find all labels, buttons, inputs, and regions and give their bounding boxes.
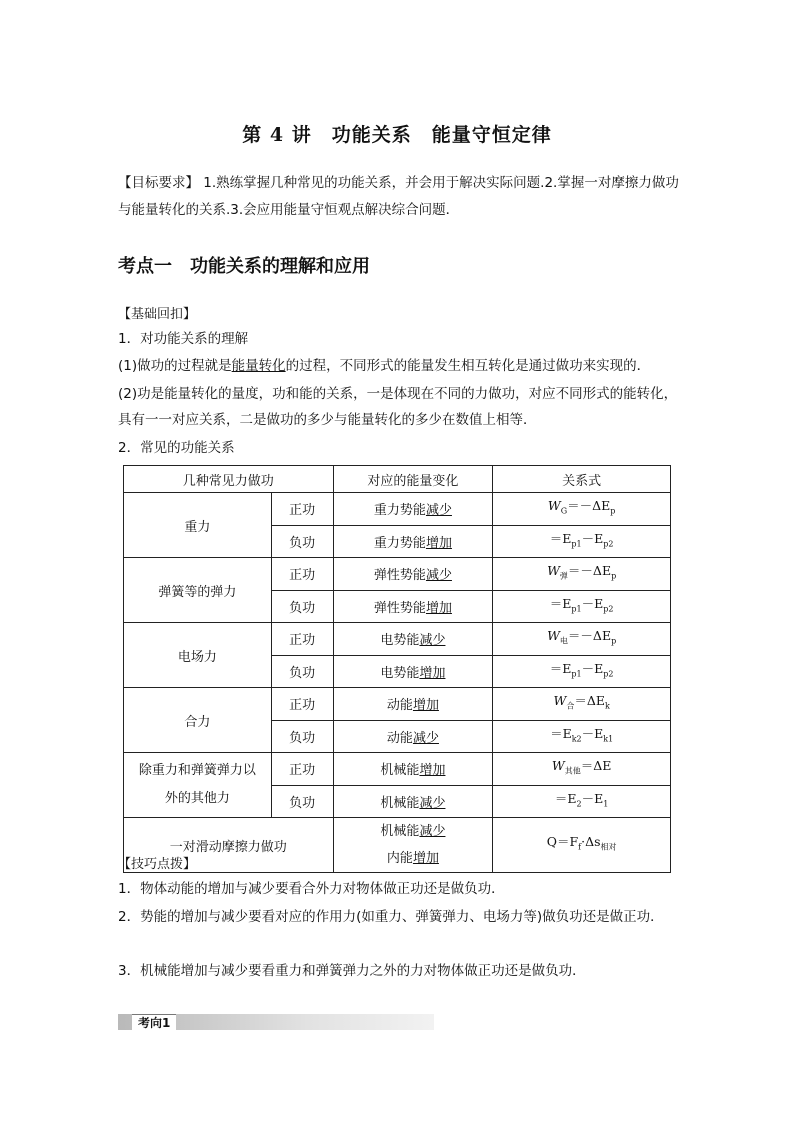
subscript: p [611,571,617,581]
energy-change-cell [333,785,493,818]
text-span: 内能 [386,851,413,866]
objective-paragraph [118,170,680,224]
formula-cell [493,753,671,786]
table-row [124,493,671,526]
energy-change-cell [333,558,493,591]
text-span: ＝E [554,790,577,806]
energy-change-cell [333,655,493,688]
text-span: W [547,498,561,513]
text-span: ＝E [549,660,572,676]
item1-paragraph1 [118,353,680,379]
text-span: ＝－ΔE [567,628,612,643]
objective-text: 1.熟练掌握几种常见的功能关系，并会用于解决实际问题.2.掌握一对摩擦力做功与能量转化的关系.3.会应用能量守恒观点解决综合问题． [118,175,679,218]
energy-change-cell [333,525,493,558]
underlined-term: 减少 [419,824,446,839]
text-span: 的过程，不同形式的能量发生相互转化是通过做功来实现的． [285,358,651,374]
work-type-cell: 正功 [271,623,333,656]
subscript: 弹 [559,571,568,581]
text-span: ＝E [549,530,572,546]
subscript: 1 [603,799,609,808]
table-header: 几种常见力做功 [124,466,334,493]
work-type-cell: 负功 [271,720,333,753]
formula-cell [493,590,671,623]
table-row [124,623,671,656]
text-span: 重力势能 [373,503,426,519]
subscript: p [610,506,616,516]
section-banner [118,1014,434,1030]
underlined-term: 能量转化 [231,358,286,374]
energy-change-cell [333,493,493,526]
text-span: W [551,758,565,773]
text-span: 电势能 [380,665,420,681]
underlined-term: 增加 [419,665,446,681]
text-span: 动能 [386,730,413,746]
item2-heading: 2．常见的功能关系 [118,440,235,456]
table-row [124,688,671,721]
formula-cell [493,493,671,526]
underlined-term: 减少 [419,633,446,649]
force-cell: 弹簧等的弹力 [124,558,272,623]
subscript: p2 [603,604,614,613]
formula-cell [493,785,671,818]
force-cell: 一对滑动摩擦力做功 [124,818,334,873]
table-header: 对应的能量变化 [333,466,493,493]
work-energy-table [123,465,671,873]
text-span: －E [581,660,604,676]
force-cell: 电场力 [124,623,272,688]
page-title: 第 4 讲 功能关系 能量守恒定律 [242,124,552,146]
text-span: (1)做功的过程就是 [118,358,232,374]
basic-review-tag: 【基础回扣】 [118,307,197,322]
text-span: －E [581,725,604,741]
underlined-term: 增加 [419,763,446,779]
table-header-row [124,466,671,493]
text-span: 电势能 [380,633,420,649]
energy-change-cell [333,688,493,721]
text-span: 动能 [386,698,413,714]
underlined-term: 增加 [425,535,452,551]
subscript: 相对 [600,842,617,852]
text-span: 弹性势能 [373,600,426,616]
force-cell: 重力 [124,493,272,558]
subscript: p2 [603,539,614,548]
formula-cell [493,558,671,591]
text-span: ＝－ΔE [567,563,612,578]
text-span: 弹性势能 [373,568,426,584]
formula-cell [493,623,671,656]
formula-cell [493,655,671,688]
text-span: ＝E [550,725,572,741]
underlined-term: 增加 [412,851,439,866]
underlined-term: 减少 [419,795,446,811]
table-row [124,558,671,591]
work-type-cell: 正功 [271,493,333,526]
text-span: 外的其他力 [164,791,230,806]
tips-tag: 【技巧点拨】 [118,857,197,872]
energy-change-cell [333,590,493,623]
subscript: k [604,701,610,711]
subscript: k2 [571,734,582,743]
text-span: 重力势能 [373,535,426,551]
underlined-term: 减少 [425,568,452,584]
work-type-cell: 负功 [271,525,333,558]
underlined-term: 增加 [425,600,452,616]
subscript: f [578,842,582,852]
formula-cell [493,525,671,558]
item1-heading: 1．对功能关系的理解 [118,331,249,347]
banner-label: 考向1 [132,1014,176,1031]
subscript: p1 [571,669,582,678]
energy-change-cell [333,753,493,786]
subscript: p2 [603,669,614,678]
table-row [124,753,671,786]
tip-1: 1．物体动能的增加与减少要看合外力对物体做正功还是做负功． [118,881,505,897]
subscript: p [611,636,617,646]
tip-2: 2．势能的增加与减少要看对应的作用力(如重力、弹簧弹力、电场力等)做负功还是做正功． [118,909,664,925]
text-span: 机械能 [380,795,420,811]
work-type-cell: 正功 [271,558,333,591]
table-row [124,818,671,873]
text-span: Q＝F [546,834,579,850]
item1-paragraph2: (2)功是能量转化的量度，功和能的关系，一是体现在不同的力做功，对应不同形式的能转化，具有一一对应关系，二是做功的多少与能量转化的多少在数值上相等． [118,386,678,428]
work-type-cell: 负功 [271,785,333,818]
subscript: 2 [576,799,582,808]
subscript: 合 [566,701,575,711]
formula-cell [493,720,671,753]
work-type-cell: 负功 [271,655,333,688]
text-span: ＝ΔE [574,693,605,708]
subscript: k1 [603,734,614,743]
work-type-cell: 负功 [271,590,333,623]
force-cell [124,753,272,818]
subscript: p1 [571,539,582,548]
underlined-term: 减少 [412,730,439,746]
work-type-cell: 正功 [271,688,333,721]
work-type-cell: 正功 [271,753,333,786]
tip-3: 3．机械能增加与减少要看重力和弹簧弹力之外的力对物体做正功还是做负功． [118,963,586,979]
text-span: ＝－ΔE [567,498,611,513]
subscript: G [560,506,568,516]
energy-change-cell [333,720,493,753]
text-span: ＝E [549,595,572,611]
energy-change-cell [333,623,493,656]
text-span: 除重力和弹簧弹力以 [138,763,256,778]
text-span: －E [581,530,604,546]
text-span: W [547,628,560,643]
formula-cell [493,688,671,721]
force-cell: 合力 [124,688,272,753]
text-span: －E [581,790,604,806]
table-header: 关系式 [493,466,671,493]
text-span: ·Δs [581,834,601,850]
formula-cell [493,818,671,873]
objective-tag: 【目标要求】 [118,175,199,191]
underlined-term: 减少 [425,503,452,519]
text-span: W [553,693,567,708]
text-span: －E [581,595,604,611]
text-span: W [547,563,560,578]
subscript: 电 [559,636,568,646]
energy-change-cell [333,818,493,873]
subscript: p1 [571,604,582,613]
underlined-term: 增加 [412,698,439,714]
text-span: 机械能 [380,824,420,839]
section-title: 考点一 功能关系的理解和应用 [118,256,370,277]
text-span: ＝ΔE [580,758,612,773]
text-span: 机械能 [380,763,420,779]
subscript: 其他 [564,766,581,776]
